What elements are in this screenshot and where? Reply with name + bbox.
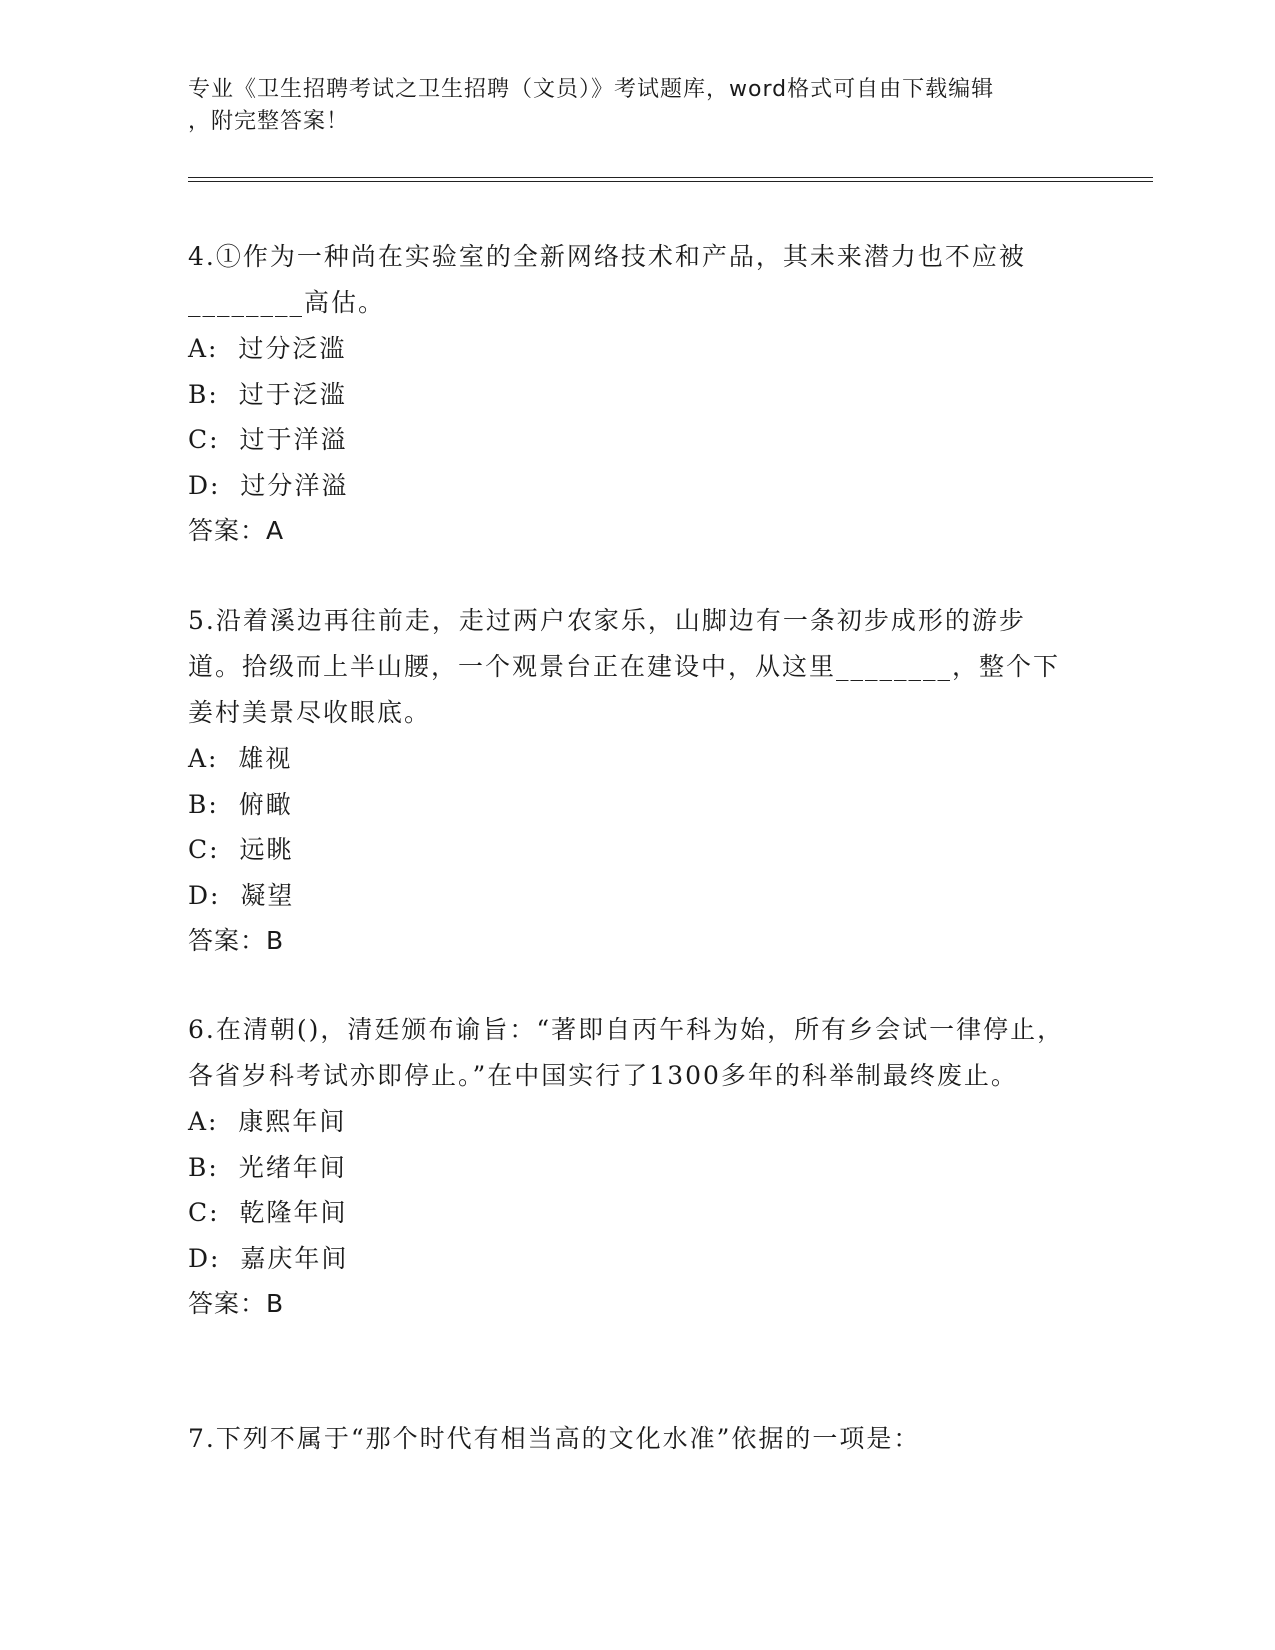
question-4 (188, 234, 1068, 554)
question-text: 4.①作为一种尚在实验室的全新网络技术和产品，其未来潜力也不应被________高估。 (188, 242, 1026, 317)
option-a: A: 雄视 (188, 744, 293, 773)
question-text: 6.在清朝()，清廷颁布谕旨：“著即自丙午科为始，所有乡会试一律停止，各省岁科考试亦即停止。”在中国实行了1300多年的科举制最终废止。 (188, 1015, 1065, 1090)
option-b: B: 过于泛滥 (188, 379, 347, 409)
option-d: D: 凝望 (188, 880, 295, 910)
question-5 (188, 598, 1068, 964)
option-b: B: 光绪年间 (188, 1152, 347, 1182)
option-b: B: 俯瞰 (188, 789, 293, 819)
option-d: D: 嘉庆年间 (188, 1243, 349, 1273)
header-divider-bottom (188, 181, 1153, 182)
answer: 答案：B (188, 926, 285, 955)
answer: 答案：A (188, 516, 285, 545)
page-header: 专业《卫生招聘考试之卫生招聘（文员）》考试题库，word格式可自由下载编辑 ，附完整答案！ (188, 77, 995, 134)
question-text: 7.下列不属于“那个时代有相当高的文化水准”依据的一项是： (188, 1424, 921, 1453)
option-d: D: 过分洋溢 (188, 470, 349, 500)
header-divider-top (188, 177, 1153, 178)
question-text: 5.沿着溪边再往前走，走过两户农家乐，山脚边有一条初步成形的游步道。拾级而上半山腰，一个观景台正在建设中，从这里________，整个下姜村美景尽收眼底。 (188, 606, 1061, 727)
option-a: A: 过分泛滥 (188, 334, 347, 363)
answer: 答案：B (188, 1289, 285, 1318)
question-6 (188, 1007, 1068, 1327)
option-c: C: 乾隆年间 (188, 1198, 348, 1227)
option-c: C: 远眺 (188, 835, 294, 864)
option-a: A: 康熙年间 (188, 1107, 347, 1136)
option-c: C: 过于洋溢 (188, 425, 348, 454)
question-7 (188, 1416, 1068, 1462)
